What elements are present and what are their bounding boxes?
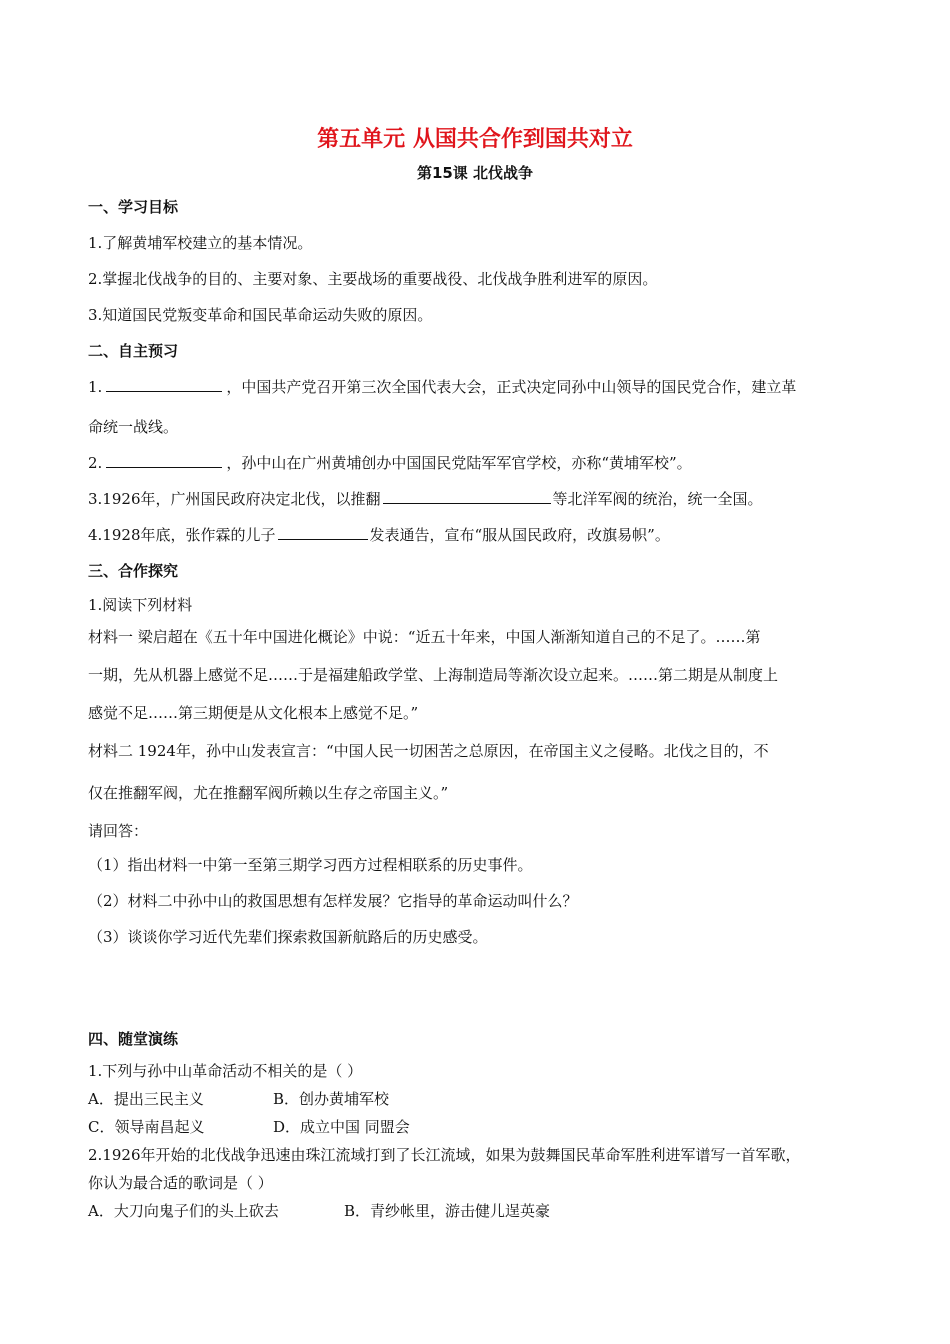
inquiry-question: （2）材料二中孙中山的救国思想有怎样发展？它指导的革命运动叫什么？ <box>88 892 578 910</box>
answer-blank[interactable] <box>383 489 551 504</box>
practice-question-2-cont: 你认为最合适的歌词是（ ） <box>88 1174 273 1192</box>
question-text: ，中国共产党召开第三次全国代表大会，正式决定同孙中山领导的国民党合作，建立革 <box>226 378 797 396</box>
preview-question-4 <box>88 525 670 545</box>
practice-question-2: 2.1926年开始的北伐战争迅速由珠江流域打到了长江流域，如果为鼓舞国民革命军胜利进军谱写一首军歌， <box>88 1146 801 1164</box>
material-two-line: 仅在推翻军阀，尤在推翻军阀所赖以生存之帝国主义。” <box>88 784 449 802</box>
material-two-line: 材料二 1924年，孙中山发表宣言：“中国人民一切困苦之总原因，在帝国主义之侵略。北伐之目的，不 <box>88 742 769 760</box>
material-one-line: 材料一 梁启超在《五十年中国进化概论》中说：“近五十年来，中国人渐渐知道自己的不足了。……第 <box>88 628 761 646</box>
preview-question-2 <box>88 453 692 473</box>
inquiry-question: （3）谈谈你学习近代先辈们探索救国新航路后的历史感受。 <box>88 928 488 946</box>
unit-title: 第五单元 从国共合作到国共对立 <box>317 127 633 152</box>
section-heading-inquiry: 三、合作探究 <box>88 562 179 580</box>
preview-question-1-cont: 命统一战线。 <box>88 418 179 436</box>
objective-item: 2.掌握北伐战争的目的、主要对象、主要战场的重要战役、北伐战争胜利进军的原因。 <box>88 270 658 288</box>
practice-question-1: 1.下列与孙中山革命活动不相关的是（ ） <box>88 1062 363 1080</box>
question-number: 2. <box>88 454 103 472</box>
objective-item: 1.了解黄埔军校建立的基本情况。 <box>88 234 313 252</box>
section-heading-preview: 二、自主预习 <box>88 342 179 360</box>
option-a: A．提出三民主义 <box>88 1090 204 1108</box>
answer-blank[interactable] <box>106 377 222 392</box>
material-one-line: 一期，先从机器上感觉不足……于是福建船政学堂、上海制造局等渐次设立起来。……第二期是从制度上 <box>88 666 779 684</box>
option-c: C．领导南昌起义 <box>88 1118 205 1136</box>
option-b: B．创办黄埔军校 <box>273 1090 390 1108</box>
question-number: 1. <box>88 378 103 396</box>
lesson-title: 第15课 北伐战争 <box>416 164 534 182</box>
material-one-line: 感觉不足……第三期便是从文化根本上感觉不足。” <box>88 704 419 722</box>
option-a: A．大刀向鬼子们的头上砍去 <box>88 1202 279 1220</box>
question-text: 等北洋军阀的统治，统一全国。 <box>552 490 763 508</box>
question-text: 4.1928年底，张作霖的儿子 <box>88 526 276 544</box>
question-text: 发表通告，宣布“服从国民政府，改旗易帜”。 <box>369 526 670 544</box>
inquiry-question: （1）指出材料一中第一至第三期学习西方过程相联系的历史事件。 <box>88 856 533 874</box>
option-b: B．青纱帐里，游击健儿逞英豪 <box>344 1202 551 1220</box>
preview-question-1 <box>88 377 796 397</box>
answer-blank[interactable] <box>278 525 368 540</box>
section-heading-practice: 四、随堂演练 <box>88 1030 179 1048</box>
option-d: D．成立中国 同盟会 <box>273 1118 410 1136</box>
answer-prompt: 请回答： <box>88 822 149 840</box>
question-text: ，孙中山在广州黄埔创办中国国民党陆军军官学校，亦称“黄埔军校”。 <box>226 454 692 472</box>
section-heading-objectives: 一、学习目标 <box>88 198 179 216</box>
inquiry-intro: 1.阅读下列材料 <box>88 596 193 614</box>
answer-blank[interactable] <box>106 453 222 468</box>
preview-question-3 <box>88 489 763 509</box>
question-text: 3.1926年，广州国民政府决定北伐，以推翻 <box>88 490 381 508</box>
objective-item: 3.知道国民党叛变革命和国民革命运动失败的原因。 <box>88 306 433 324</box>
